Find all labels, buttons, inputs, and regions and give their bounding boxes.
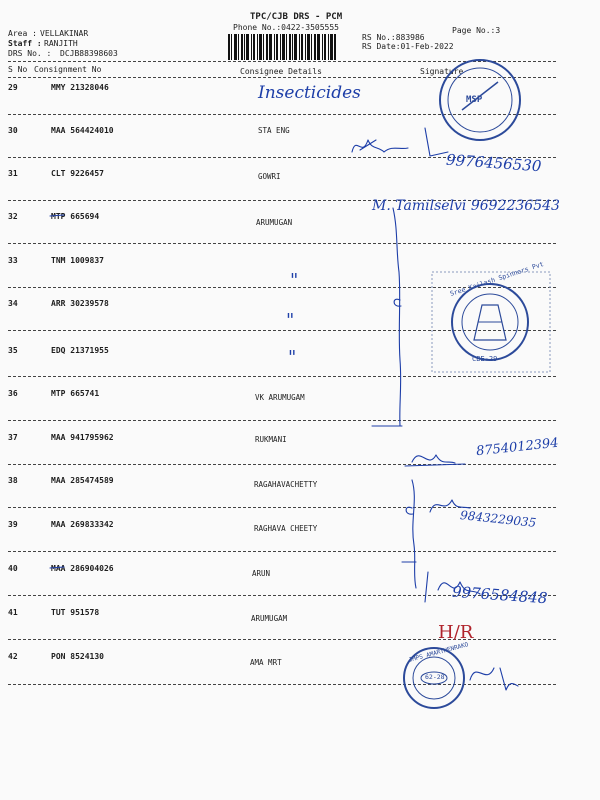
signature-scribble-42 [470, 668, 518, 690]
kailash-stamp-outer-text: Sree Kailash Spinners Pvt [449, 260, 545, 298]
handwriting-phone-row40: 9976584848 [451, 582, 548, 608]
row-consignment-no: MAA 285474589 [51, 476, 114, 485]
strike-mark [50, 567, 64, 568]
rs-date: RS Date:01-Feb-2022 [362, 42, 454, 51]
row-consignment-no: MAA 941795962 [51, 433, 114, 442]
msp-stamp-text: MSP [466, 95, 483, 105]
row-sno: 42 [8, 652, 18, 661]
row-consignee: ARUN [252, 569, 271, 578]
handwriting-phone-row37: 8754012394 [475, 435, 560, 460]
row-sno: 37 [8, 433, 18, 442]
row-sno: 35 [8, 346, 18, 355]
document-title: TPC/CJB DRS - PCM [250, 12, 343, 22]
page-number: Page No.:3 [452, 26, 501, 35]
handwriting-insecticides: Insecticides [258, 83, 361, 103]
row-consignee: ARUMUGAM [251, 614, 288, 623]
signature-scribble-30 [352, 128, 448, 156]
row-consignment-no: PON 8524130 [51, 652, 104, 661]
handwriting-name-phone-row31: M. Tamilselvi 9692236543 [372, 198, 560, 214]
column-header-signature: Signature [420, 67, 464, 76]
row-consignment-no: MAA 269833342 [51, 520, 114, 529]
column-header-sno: S No [8, 65, 28, 74]
handwriting-ditto-row35: " [288, 347, 297, 368]
row-consignment-no: MMY 21328046 [51, 83, 109, 92]
row-consignee: AMA MRT [250, 658, 282, 667]
row-consignment-no: MTP 665741 [51, 389, 100, 398]
jmps-stamp-outer-text: JMPS AMARTHENRAKO [408, 641, 470, 664]
row-sno: 38 [8, 476, 18, 485]
row-sno: 40 [8, 564, 18, 573]
row-consignment-no: TNM 1009837 [51, 256, 104, 265]
phone-number: Phone No.:0422-3505555 [233, 23, 339, 32]
column-header-consignee: Consignee Details [240, 67, 322, 76]
row-consignee: ARUMUGAN [256, 218, 293, 227]
row-sno: 36 [8, 389, 18, 398]
area-label: Area : [8, 29, 37, 38]
row-sno: 39 [8, 520, 18, 529]
staff-value: RANJITH [44, 39, 78, 48]
handwriting-phone-row38: 9843229035 [459, 508, 537, 530]
row-sno: 31 [8, 169, 18, 178]
row-sno: 32 [8, 212, 18, 221]
column-header-consignment: Consignment No [34, 65, 102, 74]
handwriting-hr-row41: H/R [438, 622, 474, 643]
bracket-loop [406, 507, 413, 514]
row-consignee: STA ENG [258, 126, 290, 135]
row-sno: 29 [8, 83, 18, 92]
handwriting-ditto-row33: " [290, 270, 299, 291]
drs-no-value: DCJB88398603 [60, 49, 118, 58]
area-value: VELLAKINAR [40, 29, 89, 38]
row-sno: 41 [8, 608, 18, 617]
handwriting-phone-row30: 9976456530 [445, 150, 542, 176]
row-consignment-no: MTP 665694 [51, 212, 100, 221]
row-consignment-no: MAA 564424010 [51, 126, 114, 135]
kailash-stamp-inner-text: CBE-29 [472, 355, 498, 363]
row-sno: 30 [8, 126, 18, 135]
row-consignee: RAGHAVA CHEETY [254, 524, 318, 533]
row-consignment-no: CLT 9226457 [51, 169, 104, 178]
jmps-stamp-inner-text: 62-28 [425, 673, 445, 681]
drs-no-label: DRS No. : [8, 49, 52, 58]
row-consignee: RAGAHAVACHETTY [254, 480, 318, 489]
row-consignment-no: EDQ 21371955 [51, 346, 109, 355]
bracket-line [393, 208, 401, 426]
handwriting-ditto-row34: " [286, 310, 295, 331]
row-consignment-no: TUT 951578 [51, 608, 100, 617]
bracket-line [412, 480, 416, 588]
row-sno: 34 [8, 299, 18, 308]
row-consignment-no: MAA 286904026 [51, 564, 114, 573]
strike-mark [50, 215, 64, 216]
row-sno: 33 [8, 256, 18, 265]
row-consignee: RUKMANI [255, 435, 287, 444]
rs-number: RS No.:883986 [362, 33, 425, 42]
row-consignment-no: ARR 30239578 [51, 299, 109, 308]
signature-scribble-37 [405, 455, 465, 466]
row-consignee: GOWRI [258, 172, 281, 181]
row-consignee: VK ARUMUGAM [255, 393, 305, 402]
staff-label: Staff : [8, 39, 42, 48]
